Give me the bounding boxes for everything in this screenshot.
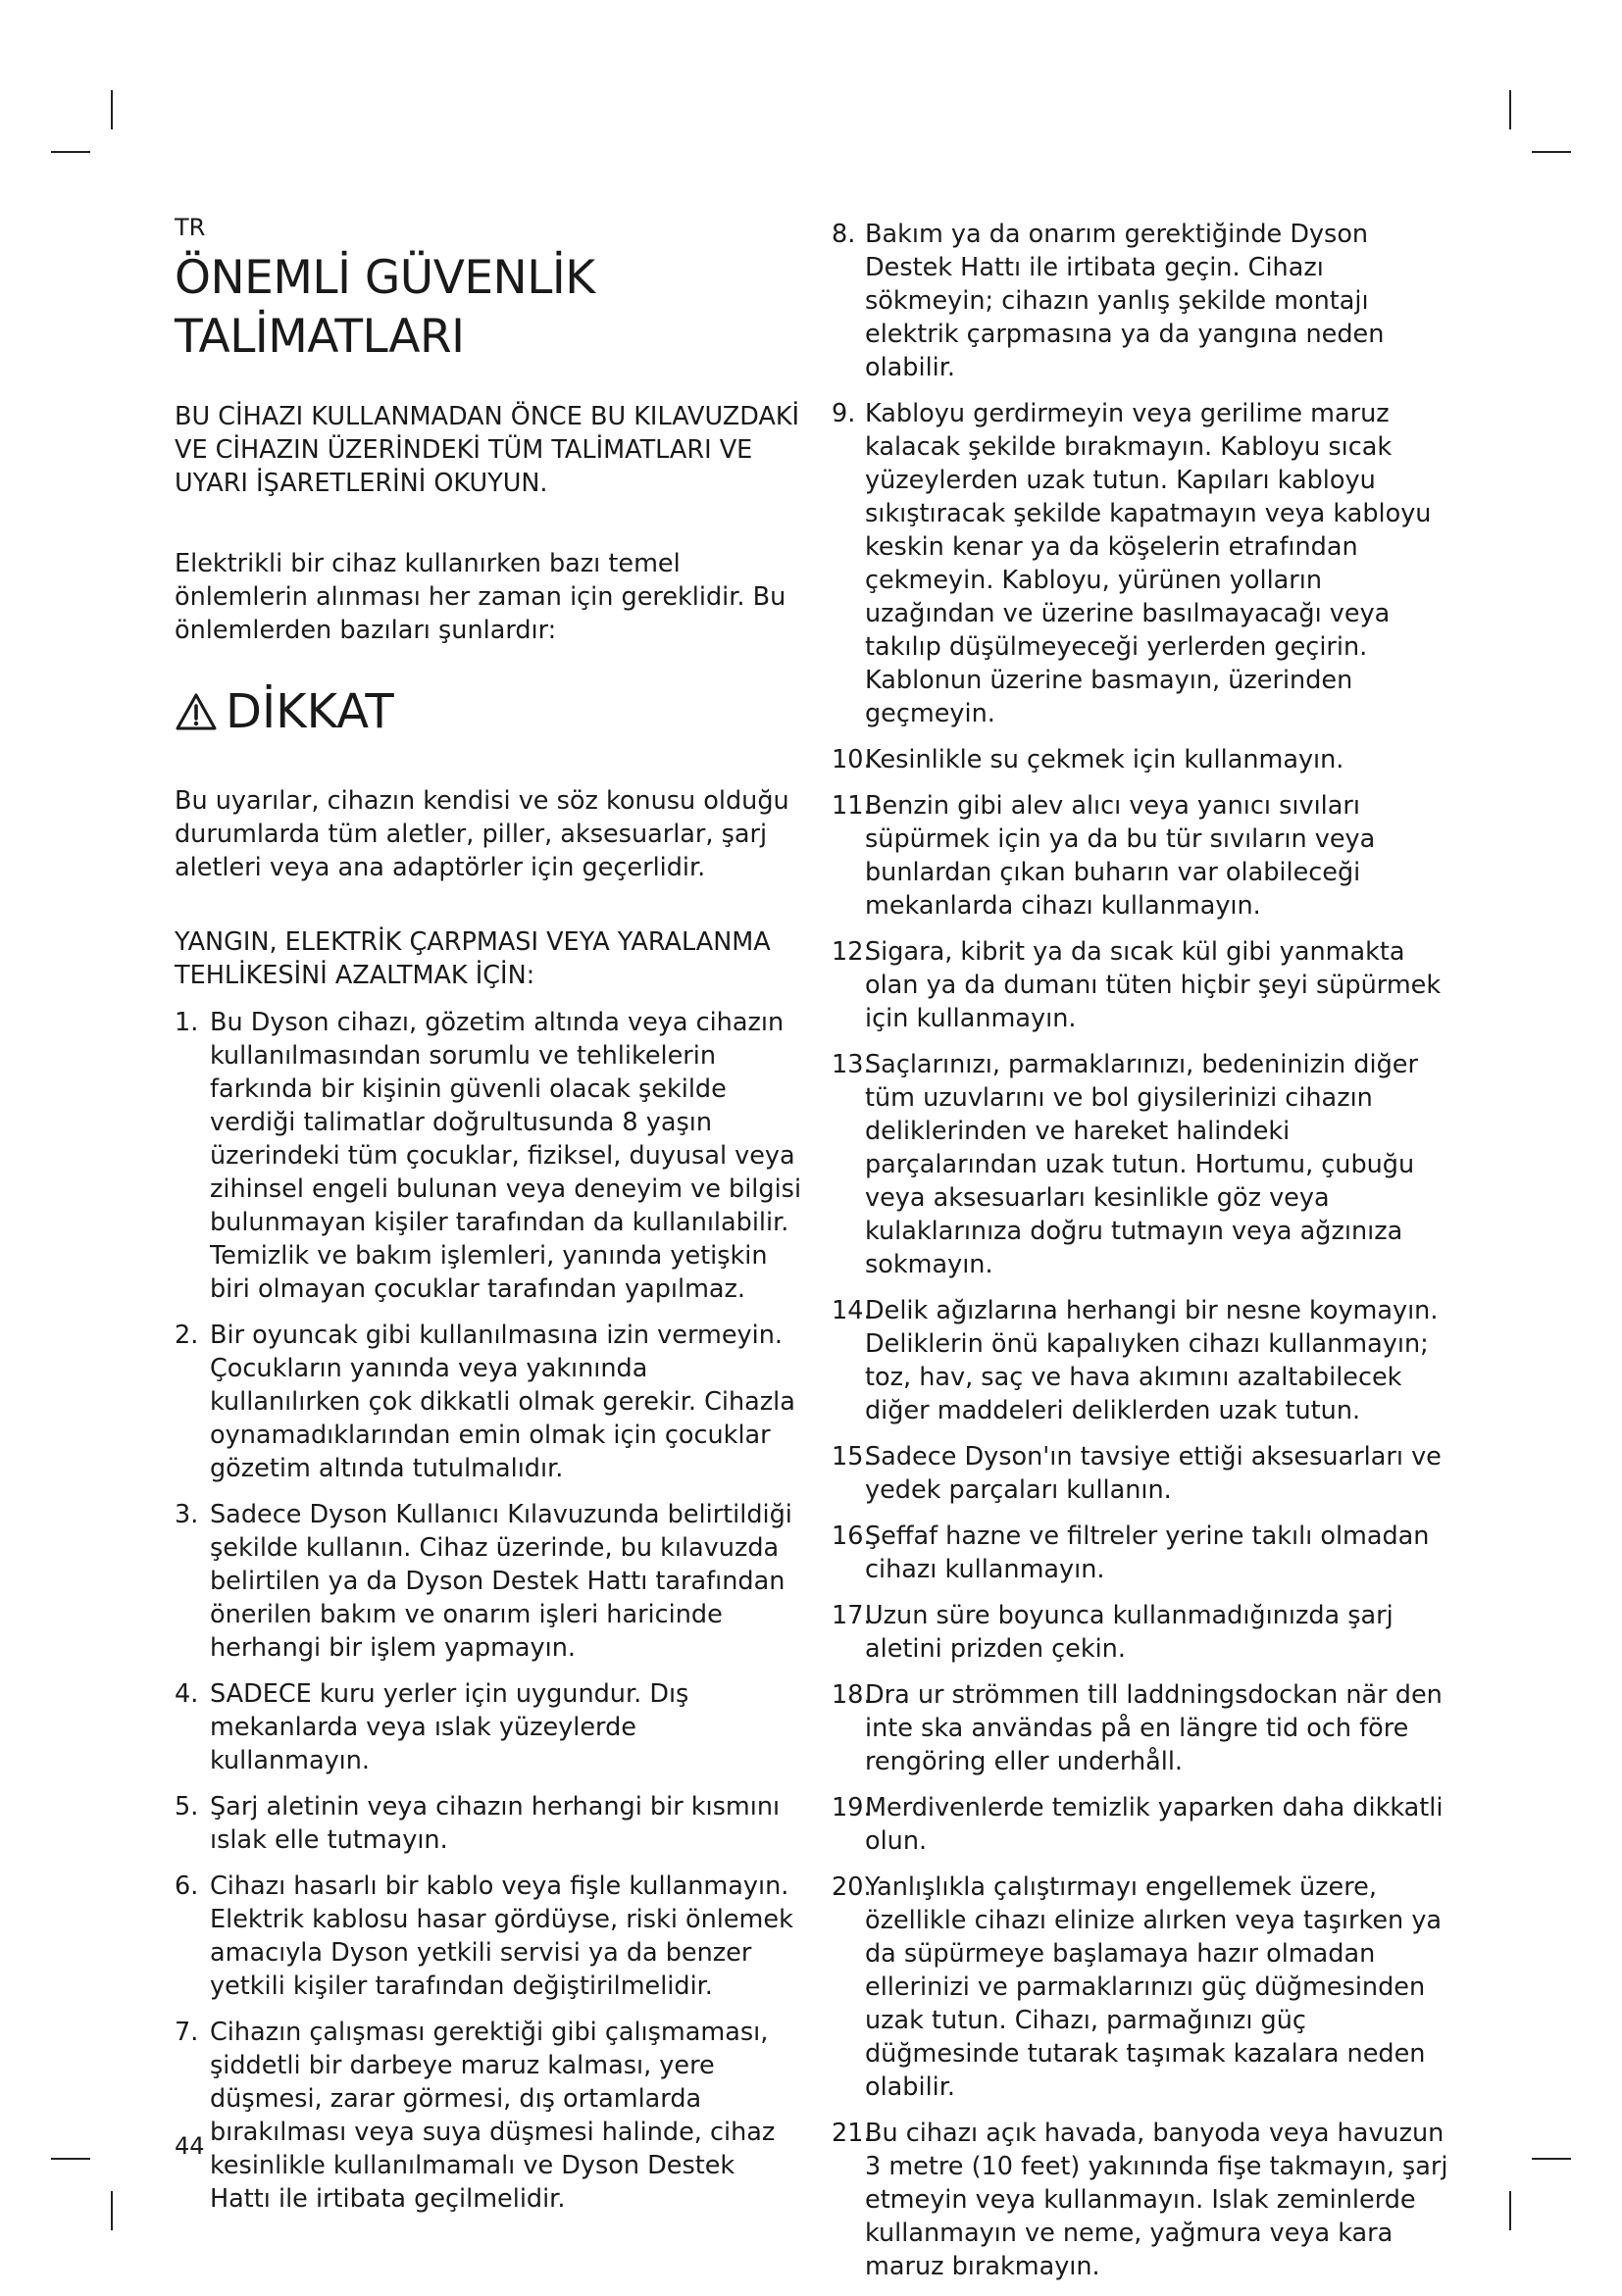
safety-item: [175, 1319, 802, 1485]
title-line-1: ÖNEMLİ GÜVENLİK: [175, 251, 595, 305]
safety-item-text: Yanlışlıkla çalıştırmayı engellemek üzere, özellikle cihazı elinize alırken veya taşırken ya da süpürmeye başlamaya hazır olmadan ellerinizi ve parmaklarınızı güç düğmesinden uzak tutun. Cihazı, parmağınızı güç düğmesinde tutarak taşımak kazalara neden olabilir.: [865, 1872, 1443, 2102]
intro-paragraph: Elektrikli bir cihaz kullanırken bazı temel önlemlerin alınması her zaman için gereklidir. Bu önlemlerden bazıları şunlardır:: [175, 549, 786, 645]
left-column: [175, 214, 802, 2228]
warning-heading: [175, 684, 802, 739]
safety-item-number: 17.: [832, 1601, 872, 1630]
crop-mark-top-left-v: [111, 90, 113, 129]
safety-item-number: 16.: [832, 1522, 872, 1551]
warning-paragraph: Bu uyarılar, cihazın kendisi ve söz konusu olduğu durumlarda tüm aletler, piller, aksesuarlar, şarj aletleri veya ana adaptörler için geçerlidir.: [175, 786, 789, 882]
safety-item-text: Sigara, kibrit ya da sıcak kül gibi yanmakta olan ya da dumanı tüten hiçbir şeyi süpürmek için kullanmayın.: [865, 937, 1442, 1033]
safety-item: [832, 1440, 1459, 1507]
safety-item-text: Benzin gibi alev alıcı veya yanıcı sıvıları süpürmek için ya da bu tür sıvıların veya bunlardan çıkan buharın var olabileceği mekanlarda cihazı kullanmayın.: [865, 791, 1376, 921]
title-line-2: TALİMATLARI: [175, 310, 465, 364]
right-column: [832, 218, 1459, 2296]
safety-item-number: 20.: [832, 1872, 872, 1902]
safety-item: [832, 1520, 1459, 1586]
safety-item-text: Bir oyuncak gibi kullanılmasına izin vermeyin. Çocukların yanında veya yakınında kullanılırken çok dikkatli olmak gerekir. Cihazla oynamadıklarından emin olmak için çocuklar gözetim altında tutulmalıdır.: [210, 1321, 795, 1483]
safety-item-text: Bakım ya da onarım gerektiğinde Dyson Destek Hattı ile irtibata geçin. Cihazı sökmeyin; cihazın yanlış şekilde montajı elektrik çarpmasına ya da yangına neden olabilir.: [865, 220, 1385, 382]
safety-item-number: 13.: [832, 1050, 872, 1079]
safety-item: [832, 397, 1459, 730]
safety-item-text: Dra ur strömmen till laddningsdockan när den inte ska användas på en längre tid och före rengöring eller underhåll.: [865, 1680, 1443, 1776]
safety-item-number: 3.: [175, 1500, 199, 1529]
safety-item: [832, 2117, 1459, 2283]
safety-item-text: Şarj aletinin veya cihazın herhangi bir kısmını ıslak elle tutmayın.: [210, 1792, 781, 1855]
hazard-subheading: YANGIN, ELEKTRİK ÇARPMASI VEYA YARALANMA TEHLİKESİNİ AZALTMAK İÇİN:: [175, 927, 771, 990]
safety-item: [832, 1294, 1459, 1427]
safety-item: [175, 1790, 802, 1857]
safety-item: [832, 1871, 1459, 2104]
safety-item-number: 1.: [175, 1008, 199, 1037]
safety-item-text: Cihazı hasarlı bir kablo veya fişle kullanmayın. Elektrik kablosu hasar gördüyse, riski önlemek amacıyla Dyson yetkili servisi ya da benzer yetkili kişiler tarafından değiştirilmelidir.: [210, 1872, 793, 2001]
safety-item: [175, 1498, 802, 1665]
safety-item-number: 14.: [832, 1296, 872, 1325]
safety-item-number: 9.: [832, 399, 856, 428]
crop-mark-top-left-h: [51, 151, 90, 153]
page-title: [175, 249, 802, 367]
page-number: 44: [175, 2132, 205, 2160]
safety-item-text: Kesinlikle su çekmek için kullanmayın.: [865, 745, 1344, 774]
safety-item: [175, 1870, 802, 2003]
crop-mark-bottom-right-h: [1532, 2158, 1571, 2160]
safety-item-number: 2.: [175, 1321, 199, 1350]
safety-item-number: 6.: [175, 1872, 199, 1901]
safety-item-text: Bu Dyson cihazı, gözetim altında veya cihazın kullanılmasından sorumlu ve tehlikelerin farkında bir kişinin güvenli olacak şekilde verdiği talimatlar doğrultusunda 8 yaşın üzerindeki tüm çocuklar, fiziksel, duyusal veya zihinsel engeli bulunan veya deneyim ve bilgisi bulunmayan kişiler tarafından da kullanılabilir. Temizlik ve bakım işlemleri, yanında yetişkin biri olmayan çocuklar tarafından yapılmaz.: [210, 1008, 802, 1304]
safety-item-text: Merdivenlerde temizlik yaparken daha dikkatli olun.: [865, 1793, 1444, 1856]
safety-item-text: Kabloyu gerdirmeyin veya gerilime maruz kalacak şekilde bırakmayın. Kabloyu sıcak yüzeylerden uzak tutun. Kapıları kabloyu sıkıştıracak şekilde kapatmayın veya kabloyu keskin kenar ya da köşelerin etrafından çekmeyin. Kabloyu, yürünen yolların uzağından ve üzerine basılmayacağı veya takılıp düşülmeyeceği yerlerden geçirin. Kablonun üzerine basmayın, üzerinden geçmeyin.: [865, 399, 1432, 728]
safety-item-number: 8.: [832, 220, 856, 249]
safety-item: [832, 1791, 1459, 1858]
safety-item-number: 7.: [175, 2018, 199, 2047]
safety-list-right: [832, 218, 1459, 2283]
warning-triangle-icon: [175, 692, 218, 731]
safety-item: [175, 2016, 802, 2216]
safety-item: [175, 1677, 802, 1777]
safety-item-text: Saçlarınızı, parmaklarınızı, bedeninizin diğer tüm uzuvlarını ve bol giysilerinizi cihazın deliklerinden ve hareket halindeki parçalarından uzak tutun. Hortumu, çubuğu veya aksesuarları kesinlikle göz veya kulaklarınıza doğru tutmayın veya ağzınıza sokmayın.: [865, 1050, 1418, 1279]
crop-mark-top-right-v: [1509, 90, 1511, 129]
read-instructions-notice: BU CİHAZI KULLANMADAN ÖNCE BU KILAVUZDAKİ VE CİHAZIN ÜZERİNDEKİ TÜM TALİMATLARI VE UYARI İŞARETLERİNİ OKUYUN.: [175, 402, 800, 498]
safety-item-text: SADECE kuru yerler için uygundur. Dış mekanlarda veya ıslak yüzeylerde kullanmayın.: [210, 1679, 689, 1775]
safety-item-text: Sadece Dyson Kullanıcı Kılavuzunda belirtildiği şekilde kullanın. Cihaz üzerinde, bu kılavuzda belirtilen ya da Dyson Destek Hattı tarafından önerilen bakım ve onarım işleri haricinde herhangi bir işlem yapmayın.: [210, 1500, 792, 1663]
safety-item-text: Bu cihazı açık havada, banyoda veya havuzun 3 metre (10 feet) yakınında fişe takmayın, şarj etmeyin veya kullanmayın. Islak zeminlerde kullanmayın ve neme, yağmura veya kara maruz bırakmayın.: [865, 2119, 1448, 2281]
safety-item-number: 15.: [832, 1442, 872, 1472]
crop-mark-bottom-left-h: [51, 2158, 90, 2160]
safety-list-left: [175, 1006, 802, 2216]
safety-item-number: 10.: [832, 745, 872, 774]
safety-item-text: Uzun süre boyunca kullanmadığınızda şarj aletini prizden çekin.: [865, 1601, 1394, 1664]
safety-item: [832, 1599, 1459, 1666]
safety-item: [832, 935, 1459, 1035]
safety-item-number: 18.: [832, 1680, 872, 1710]
safety-item-text: Şeffaf hazne ve filtreler yerine takılı olmadan cihazı kullanmayın.: [865, 1522, 1430, 1584]
safety-item: [832, 789, 1459, 923]
crop-mark-bottom-left-v: [111, 2191, 113, 2230]
safety-item-text: Cihazın çalışması gerektiği gibi çalışmaması, şiddetli bir darbeye maruz kalması, yere düşmesi, zarar görmesi, dış ortamlarda bırakılması veya suya düşmesi halinde, cihaz kesinlikle kullanılmamalı ve Dyson Destek Hattı ile irtibata geçilmelidir.: [210, 2018, 776, 2214]
safety-item-number: 12.: [832, 937, 872, 967]
safety-item-number: 19.: [832, 1793, 872, 1822]
safety-item-text: Delik ağızlarına herhangi bir nesne koymayın. Deliklerin önü kapalıyken cihazı kullanmayın; toz, hav, saç ve hava akımını azaltabilecek diğer maddeleri deliklerden uzak tutun.: [865, 1296, 1439, 1425]
crop-mark-top-right-h: [1532, 151, 1571, 153]
safety-item: [832, 218, 1459, 384]
language-code: TR: [175, 214, 206, 241]
safety-item: [832, 1048, 1459, 1281]
safety-item: [832, 743, 1459, 776]
safety-item-number: 4.: [175, 1679, 199, 1709]
safety-item-text: Sadece Dyson'ın tavsiye ettiği aksesuarları ve yedek parçaları kullanın.: [865, 1442, 1442, 1505]
safety-item-number: 21.: [832, 2119, 872, 2148]
safety-item: [832, 1678, 1459, 1778]
safety-item: [175, 1006, 802, 1306]
safety-item-number: 11.: [832, 791, 872, 821]
crop-mark-bottom-right-v: [1509, 2191, 1511, 2230]
warning-heading-text: DİKKAT: [226, 684, 394, 739]
safety-item-number: 5.: [175, 1792, 199, 1822]
